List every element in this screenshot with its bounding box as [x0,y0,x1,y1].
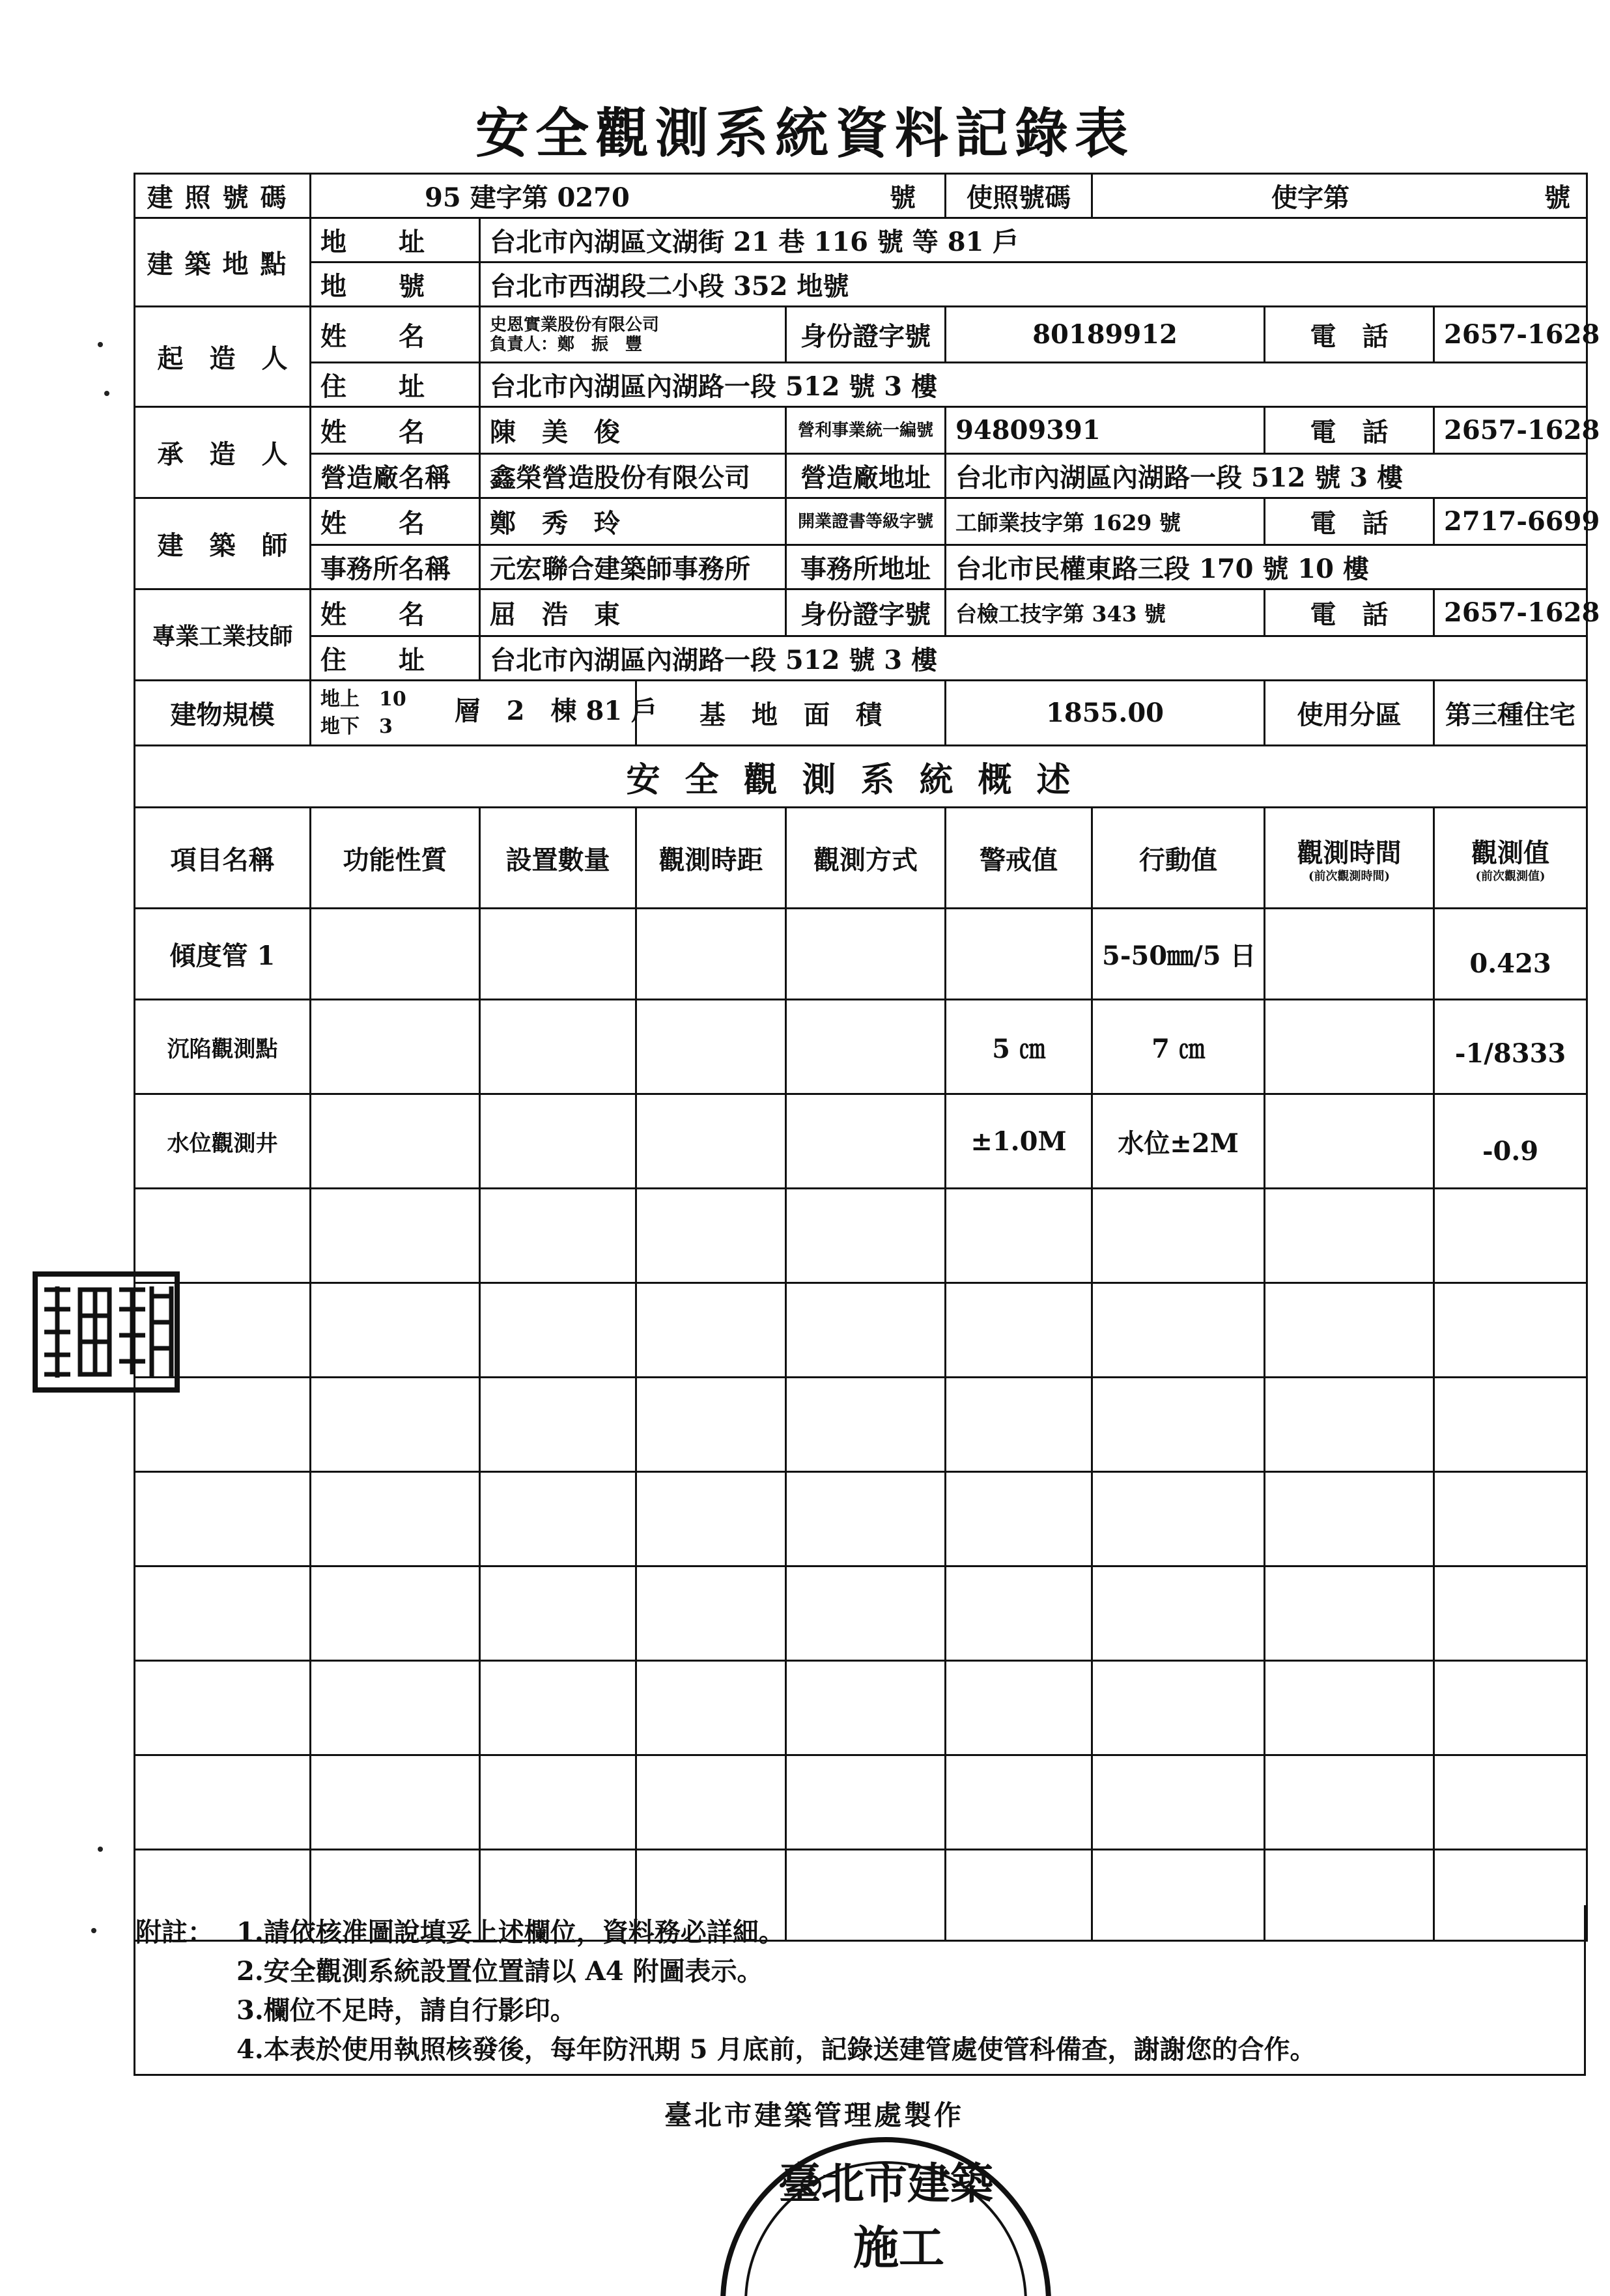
col-alert: 警戒值 [946,808,1092,909]
row-alert: ±1.0M [946,1094,1092,1189]
office-label: 事務所名稱 [311,545,480,589]
col-time-label: 觀測時間 [1297,837,1402,868]
engineer-addr-label: 住 址 [311,636,480,681]
col-value-note: (前次觀測值) [1475,869,1546,883]
table-row [135,1000,1587,1094]
engineer-phone-label: 電 話 [1265,589,1434,636]
use-permit-suffix: 號 [1544,182,1571,213]
firm-label: 營造廠名稱 [311,454,480,498]
row-interval [636,1094,786,1189]
official-round-seal [703,2107,1068,2296]
lot-value: 台北市西湖段二小段 352 地號 [480,262,1587,307]
engineer-label: 專業工業技師 [135,589,311,681]
engineer-phone-value: 2657-1628 [1434,589,1587,636]
row-qty [480,1094,636,1189]
note-1: 1.請依核准圖說填妥上述欄位，資料務必詳細。 [236,1917,785,1948]
row-func [311,1094,480,1189]
row-qty [480,909,636,1000]
record-form [134,173,1600,1942]
scan-speck [98,342,103,347]
zone-label: 使用分區 [1265,681,1434,746]
use-permit-value [1092,174,1587,218]
architect-cert-label: 開業證書等級字號 [786,498,946,545]
empty-row [135,1755,1587,1850]
office-addr-label: 事務所地址 [786,545,946,589]
row-func [311,1000,480,1094]
row-alert: 5 ㎝ [946,1000,1092,1094]
firm-addr-label: 營造廠地址 [786,454,946,498]
square-seal-stamp [31,1270,181,1394]
row-item: 沉陷觀測點 [135,1000,311,1094]
empty-row [135,1661,1587,1755]
scan-speck [104,391,109,396]
row-interval [636,1000,786,1094]
architect-phone-value: 2717-6699 [1434,498,1587,545]
col-value-label: 觀測值 [1471,837,1550,868]
row-method [786,1094,946,1189]
area-label: 基 地 面 積 [636,681,946,746]
architect-name-label: 姓 名 [311,498,480,545]
contractor-reg-value: 94809391 [946,407,1265,454]
form-maker: 臺北市建築管理處製作 [664,2099,965,2131]
row-value: 0.423 [1434,909,1587,1000]
row-qty [480,1000,636,1094]
overview-title: 安全觀測系統概述 [135,746,1587,808]
contractor-name-label: 姓 名 [311,407,480,454]
scale-label: 建物規模 [135,681,311,746]
permit-label: 建照號碼 [135,174,311,218]
owner-company: 史恩實業股份有限公司 [490,315,660,335]
contractor-phone-value: 2657-1628 [1434,407,1587,454]
owner-label: 起 造 人 [135,307,311,407]
row-value: -0.9 [1434,1094,1587,1189]
engineer-addr-value: 台北市內湖區內湖路一段 512 號 3 樓 [480,636,1587,681]
empty-row [135,1472,1587,1566]
owner-id-label: 身份證字號 [786,307,946,363]
empty-row [135,1283,1587,1378]
lot-label: 地 號 [311,262,480,307]
notes-box [134,1905,1586,2076]
col-action: 行動值 [1092,808,1265,909]
row-action: 7 ㎝ [1092,1000,1265,1094]
row-item: 水位觀測井 [135,1094,311,1189]
note-4: 4.本表於使用執照核發後，每年防汛期 5 月底前，記錄送建管處使管科備查，謝謝您的合作。 [236,2034,1316,2065]
col-time [1265,808,1434,909]
scale-floors [311,681,658,746]
note-3: 3.欄位不足時，請自行影印。 [236,1995,576,2026]
col-qty: 設置數量 [480,808,636,909]
permit-value [311,174,946,218]
address-label: 地 址 [311,218,480,262]
row-item: 傾度管 1 [135,909,311,1000]
office-value: 元宏聯合建築師事務所 [480,545,786,589]
contractor-phone-label: 電 話 [1265,407,1434,454]
empty-row [135,1378,1587,1472]
notes-prefix: 附註： [135,1917,214,1948]
architect-phone-label: 電 話 [1265,498,1434,545]
row-time [1265,909,1434,1000]
col-func: 功能性質 [311,808,480,909]
col-item: 項目名稱 [135,808,311,909]
col-value [1434,808,1587,909]
scan-speck [98,1847,103,1852]
row-value: -1/8333 [1434,1000,1587,1094]
engineer-name-label: 姓 名 [311,589,480,636]
engineer-id-value: 台檢工技字第 343 號 [946,589,1265,636]
empty-row [135,1189,1587,1283]
row-method [786,1000,946,1094]
contractor-reg-label: 營利事業統一編號 [786,407,946,454]
contractor-name-value: 陳 美 俊 [480,407,786,454]
table-row [135,1094,1587,1189]
address-value: 台北市內湖區文湖街 21 巷 116 號 等 81 戶 [480,218,1587,262]
use-permit-number: 使字第 [1271,182,1350,213]
firm-addr-value: 台北市內湖區內湖路一段 512 號 3 樓 [946,454,1587,498]
architect-name-value: 鄭 秀 玲 [480,498,786,545]
row-interval [636,909,786,1000]
row-time [1265,1000,1434,1094]
col-time-note: (前次觀測時間) [1308,869,1391,883]
engineer-name-value: 屈 浩 東 [480,589,786,636]
owner-addr-value: 台北市內湖區內湖路一段 512 號 3 樓 [480,363,1587,407]
permit-number: 95 建字第 0270 [425,182,630,213]
row-method [786,909,946,1000]
firm-value: 鑫榮營造股份有限公司 [480,454,786,498]
architect-cert-value: 工師業技字第 1629 號 [946,498,1265,545]
row-func [311,909,480,1000]
owner-rep: 負責人：鄭 振 豐 [490,334,643,354]
row-time [1265,1094,1434,1189]
owner-id-value: 80189912 [946,307,1265,363]
owner-phone-label: 電 話 [1265,307,1434,363]
svg-text:施工: 施工 [853,2220,944,2275]
contractor-label: 承 造 人 [135,407,311,498]
row-alert [946,909,1092,1000]
owner-name-label: 姓 名 [311,307,480,363]
permit-suffix: 號 [890,182,916,213]
svg-text:臺北市建築: 臺北市建築 [778,2158,993,2209]
table-row [135,909,1587,1000]
col-method: 觀測方式 [786,808,946,909]
zone-value: 第三種住宅 [1434,681,1587,746]
empty-row [135,1566,1587,1661]
scale-below: 地下 3 [320,715,393,738]
area-value: 1855.00 [946,681,1265,746]
col-interval: 觀測時距 [636,808,786,909]
location-label: 建築地點 [135,218,311,307]
page-title: 安全觀測系統資料記錄表 [475,102,1135,165]
use-permit-label: 使照號碼 [946,174,1092,218]
scale-above: 地上 10 [320,687,406,711]
note-2: 2.安全觀測系統設置位置請以 A4 附圖表示。 [236,1956,763,1987]
scale-units: 層 2 棟 81 戶 [454,695,658,726]
row-action: 5-50㎜/5 日 [1092,909,1265,1000]
architect-label: 建 築 師 [135,498,311,589]
owner-name-value [480,307,786,363]
engineer-id-label: 身份證字號 [786,589,946,636]
office-addr-value: 台北市民權東路三段 170 號 10 樓 [946,545,1587,589]
scan-speck [91,1928,96,1933]
row-action: 水位±2M [1092,1094,1265,1189]
scale-levels [320,686,406,741]
owner-phone-value: 2657-1628 [1434,307,1587,363]
owner-addr-label: 住 址 [311,363,480,407]
